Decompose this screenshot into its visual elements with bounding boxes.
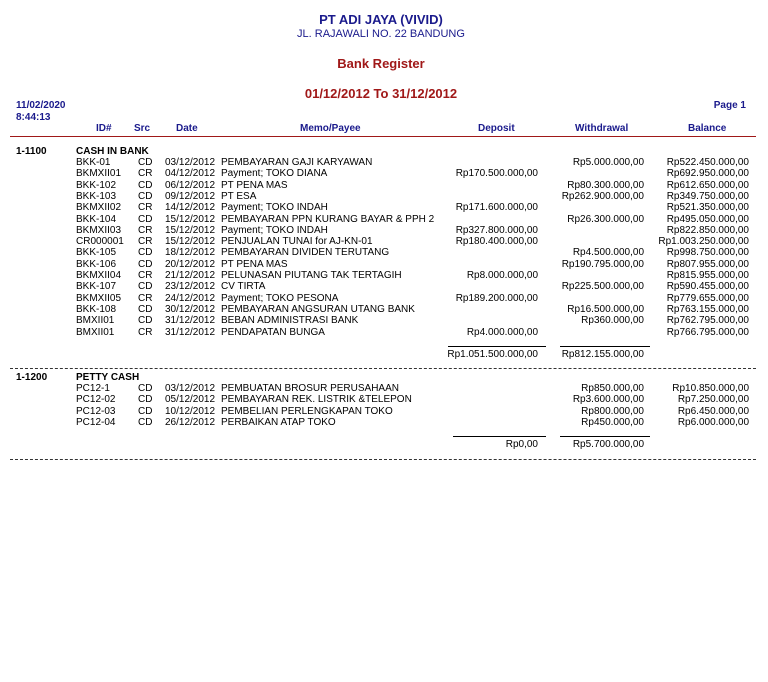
cell-withdrawal: Rp5.000.000,00 bbox=[572, 157, 644, 168]
cell-deposit: Rp189.200.000,00 bbox=[455, 292, 538, 304]
cell-src: CD bbox=[138, 405, 153, 417]
cell-date: 05/12/2012 bbox=[165, 394, 216, 406]
cell-memo: Payment; TOKO INDAH bbox=[221, 224, 328, 236]
cell-id: PC12-03 bbox=[76, 405, 116, 417]
cell-date: 23/12/2012 bbox=[165, 281, 216, 293]
cell-balance: Rp763.155.000,00 bbox=[666, 303, 749, 315]
cell-memo: PENDAPATAN BUNGA bbox=[221, 326, 325, 338]
cell-id: BKK-103 bbox=[76, 190, 117, 202]
cell-memo: PEMBAYARAN PPN KURANG BAYAR & PPH 2 bbox=[221, 213, 435, 225]
cell-id: PC12-02 bbox=[76, 394, 116, 406]
cell-memo: Payment; TOKO PESONA bbox=[221, 292, 339, 304]
table-row bbox=[0, 270, 768, 281]
withdrawal-total-rule bbox=[560, 346, 650, 347]
cell-memo: PENJUALAN TUNAI for AJ-KN-01 bbox=[221, 236, 373, 248]
cell-memo: PT ESA bbox=[221, 190, 257, 202]
cell-date: 04/12/2012 bbox=[165, 168, 216, 180]
col-header-deposit: Deposit bbox=[478, 123, 515, 134]
cell-balance: Rp822.850.000,00 bbox=[666, 224, 749, 236]
deposit-total-rule bbox=[453, 436, 546, 437]
cell-balance: Rp522.450.000,00 bbox=[666, 157, 749, 168]
cell-balance: Rp1.003.250.000,00 bbox=[658, 236, 749, 248]
col-header-date: Date bbox=[176, 123, 198, 134]
table-row bbox=[0, 180, 768, 191]
cell-date: 15/12/2012 bbox=[165, 224, 216, 236]
cell-id: PC12-04 bbox=[76, 416, 116, 428]
table-row bbox=[0, 157, 768, 168]
cell-id: CR000001 bbox=[76, 236, 124, 248]
print-date: 11/02/2020 bbox=[16, 100, 66, 111]
cell-withdrawal: Rp450.000,00 bbox=[581, 416, 644, 428]
section-divider bbox=[10, 459, 756, 460]
cell-memo: Payment; TOKO DIANA bbox=[221, 168, 328, 180]
cell-date: 03/12/2012 bbox=[165, 157, 216, 168]
cell-date: 06/12/2012 bbox=[165, 179, 216, 191]
cell-src: CR bbox=[138, 236, 153, 248]
cell-id: BKMXII05 bbox=[76, 292, 122, 304]
table-row bbox=[0, 315, 768, 326]
cell-memo: PELUNASAN PIUTANG TAK TERTAGIH bbox=[221, 270, 402, 281]
cell-memo: PERBAIKAN ATAP TOKO bbox=[221, 416, 336, 428]
cell-src: CR bbox=[138, 168, 153, 180]
cell-src: CR bbox=[138, 202, 153, 214]
cell-id: BKK-105 bbox=[76, 247, 117, 259]
col-header-src: Src bbox=[134, 123, 151, 134]
cell-memo: PEMBAYARAN ANGSURAN UTANG BANK bbox=[221, 303, 415, 315]
table-row bbox=[0, 383, 768, 394]
cell-id: BKMXII03 bbox=[76, 224, 122, 236]
cell-deposit: Rp4.000.000,00 bbox=[466, 326, 538, 338]
company-name: PT ADI JAYA (VIVID) bbox=[319, 12, 443, 27]
cell-deposit: Rp180.400.000,00 bbox=[455, 236, 538, 248]
cell-date: 21/12/2012 bbox=[165, 270, 216, 281]
cell-balance: Rp590.455.000,00 bbox=[666, 281, 749, 293]
cell-memo: PEMBUATAN BROSUR PERUSAHAAN bbox=[221, 383, 399, 394]
cell-id: BKMXII02 bbox=[76, 202, 122, 214]
cell-src: CD bbox=[138, 213, 153, 225]
header-divider bbox=[10, 136, 756, 137]
cell-memo: PEMBELIAN PERLENGKAPAN TOKO bbox=[221, 405, 393, 417]
cell-date: 14/12/2012 bbox=[165, 202, 216, 214]
cell-src: CD bbox=[138, 247, 153, 259]
cell-withdrawal: Rp80.300.000,00 bbox=[567, 179, 644, 191]
col-header-withdrawal: Withdrawal bbox=[575, 123, 629, 134]
cell-id: BKMXII01 bbox=[76, 168, 122, 180]
cell-src: CR bbox=[138, 270, 153, 281]
cell-balance: Rp779.655.000,00 bbox=[666, 292, 749, 304]
table-row bbox=[0, 327, 768, 338]
cell-balance: Rp612.650.000,00 bbox=[666, 179, 749, 191]
cell-src: CD bbox=[138, 190, 153, 202]
cell-src: CR bbox=[138, 224, 153, 236]
cell-withdrawal: Rp850.000,00 bbox=[581, 383, 644, 394]
cell-balance: Rp6.450.000,00 bbox=[677, 405, 749, 417]
cell-date: 30/12/2012 bbox=[165, 303, 216, 315]
table-row bbox=[0, 304, 768, 315]
table-row bbox=[0, 293, 768, 304]
cell-id: PC12-1 bbox=[76, 383, 110, 394]
cell-balance: Rp807.955.000,00 bbox=[666, 258, 749, 270]
cell-balance: Rp998.750.000,00 bbox=[666, 247, 749, 259]
table-row bbox=[0, 236, 768, 247]
table-row bbox=[0, 168, 768, 179]
cell-withdrawal: Rp262.900.000,00 bbox=[561, 190, 644, 202]
cell-date: 15/12/2012 bbox=[165, 236, 216, 248]
cell-withdrawal: Rp16.500.000,00 bbox=[567, 303, 644, 315]
section-divider bbox=[10, 368, 756, 369]
total-withdrawal: Rp5.700.000,00 bbox=[572, 439, 644, 450]
col-header-balance: Balance bbox=[688, 123, 727, 134]
cell-balance: Rp7.250.000,00 bbox=[677, 394, 749, 406]
table-row bbox=[0, 191, 768, 202]
cell-id: BKK-106 bbox=[76, 258, 117, 270]
cell-withdrawal: Rp190.795.000,00 bbox=[561, 258, 644, 270]
cell-date: 03/12/2012 bbox=[165, 383, 216, 394]
cell-id: BKK-01 bbox=[76, 157, 111, 168]
total-deposit: Rp0,00 bbox=[505, 439, 538, 450]
cell-id: BKK-107 bbox=[76, 281, 117, 293]
cell-balance: Rp10.850.000,00 bbox=[672, 383, 749, 394]
table-row bbox=[0, 259, 768, 270]
cell-src: CD bbox=[138, 315, 153, 327]
cell-id: BMXII01 bbox=[76, 326, 115, 338]
cell-src: CD bbox=[138, 394, 153, 406]
account-name: CASH IN BANK bbox=[76, 146, 149, 157]
cell-id: BKK-108 bbox=[76, 303, 117, 315]
cell-memo: PEMBAYARAN REK. LISTRIK &TELEPON bbox=[221, 394, 412, 406]
cell-src: CD bbox=[138, 179, 153, 191]
withdrawal-total-rule bbox=[560, 436, 650, 437]
cell-memo: Payment; TOKO INDAH bbox=[221, 202, 328, 214]
cell-balance: Rp692.950.000,00 bbox=[666, 168, 749, 180]
cell-date: 15/12/2012 bbox=[165, 213, 216, 225]
cell-withdrawal: Rp225.500.000,00 bbox=[561, 281, 644, 293]
cell-withdrawal: Rp3.600.000,00 bbox=[572, 394, 644, 406]
report-title: Bank Register bbox=[337, 56, 425, 71]
table-row bbox=[0, 417, 768, 428]
print-time: 8:44:13 bbox=[16, 112, 51, 123]
cell-src: CD bbox=[138, 281, 153, 293]
cell-withdrawal: Rp4.500.000,00 bbox=[572, 247, 644, 259]
deposit-total-rule bbox=[448, 346, 546, 347]
page-number: Page 1 bbox=[713, 100, 746, 111]
table-row bbox=[0, 394, 768, 405]
cell-id: BKK-104 bbox=[76, 213, 117, 225]
cell-src: CD bbox=[138, 157, 153, 168]
cell-date: 10/12/2012 bbox=[165, 405, 216, 417]
total-withdrawal: Rp812.155.000,00 bbox=[561, 349, 644, 360]
cell-memo: PEMBAYARAN DIVIDEN TERUTANG bbox=[221, 247, 390, 259]
table-row bbox=[0, 406, 768, 417]
cell-date: 09/12/2012 bbox=[165, 190, 216, 202]
cell-id: BKK-102 bbox=[76, 179, 117, 191]
cell-src: CD bbox=[138, 383, 153, 394]
account-number: 1-1100 bbox=[16, 146, 47, 157]
cell-date: 24/12/2012 bbox=[165, 292, 216, 304]
company-address: JL. RAJAWALI NO. 22 BANDUNG bbox=[297, 28, 465, 40]
cell-withdrawal: Rp800.000,00 bbox=[581, 405, 644, 417]
cell-balance: Rp6.000.000,00 bbox=[677, 416, 749, 428]
cell-memo: PT PENA MAS bbox=[221, 179, 288, 191]
report-period: 01/12/2012 To 31/12/2012 bbox=[304, 86, 458, 101]
cell-withdrawal: Rp26.300.000,00 bbox=[567, 213, 644, 225]
table-row bbox=[0, 247, 768, 258]
table-row bbox=[0, 281, 768, 292]
cell-balance: Rp521.350.000,00 bbox=[666, 202, 749, 214]
cell-src: CD bbox=[138, 303, 153, 315]
cell-deposit: Rp8.000.000,00 bbox=[466, 270, 538, 281]
cell-deposit: Rp327.800.000,00 bbox=[455, 224, 538, 236]
cell-memo: BEBAN ADMINISTRASI BANK bbox=[221, 315, 359, 327]
cell-balance: Rp766.795.000,00 bbox=[666, 326, 749, 338]
cell-deposit: Rp170.500.000,00 bbox=[455, 168, 538, 180]
account-name: PETTY CASH bbox=[76, 372, 140, 383]
col-header-memo: Memo/Payee bbox=[300, 123, 361, 134]
cell-id: BMXII01 bbox=[76, 315, 115, 327]
cell-date: 31/12/2012 bbox=[165, 326, 216, 338]
table-row bbox=[0, 214, 768, 225]
total-deposit: Rp1.051.500.000,00 bbox=[447, 349, 538, 360]
col-header-id: ID# bbox=[96, 123, 112, 134]
cell-date: 20/12/2012 bbox=[165, 258, 216, 270]
cell-date: 31/12/2012 bbox=[165, 315, 216, 327]
cell-memo: PEMBAYARAN GAJI KARYAWAN bbox=[221, 157, 373, 168]
cell-balance: Rp495.050.000,00 bbox=[666, 213, 749, 225]
cell-deposit: Rp171.600.000,00 bbox=[455, 202, 538, 214]
table-row bbox=[0, 225, 768, 236]
cell-src: CD bbox=[138, 416, 153, 428]
cell-memo: CV TIRTA bbox=[221, 281, 266, 293]
cell-balance: Rp349.750.000,00 bbox=[666, 190, 749, 202]
cell-balance: Rp762.795.000,00 bbox=[666, 315, 749, 327]
cell-withdrawal: Rp360.000,00 bbox=[581, 315, 644, 327]
account-number: 1-1200 bbox=[16, 372, 48, 383]
cell-src: CR bbox=[138, 326, 153, 338]
cell-date: 18/12/2012 bbox=[165, 247, 216, 259]
cell-balance: Rp815.955.000,00 bbox=[666, 270, 749, 281]
cell-src: CR bbox=[138, 292, 153, 304]
cell-id: BKMXII04 bbox=[76, 270, 122, 281]
cell-memo: PT PENA MAS bbox=[221, 258, 288, 270]
cell-src: CD bbox=[138, 258, 153, 270]
cell-date: 26/12/2012 bbox=[165, 416, 216, 428]
table-row bbox=[0, 202, 768, 213]
